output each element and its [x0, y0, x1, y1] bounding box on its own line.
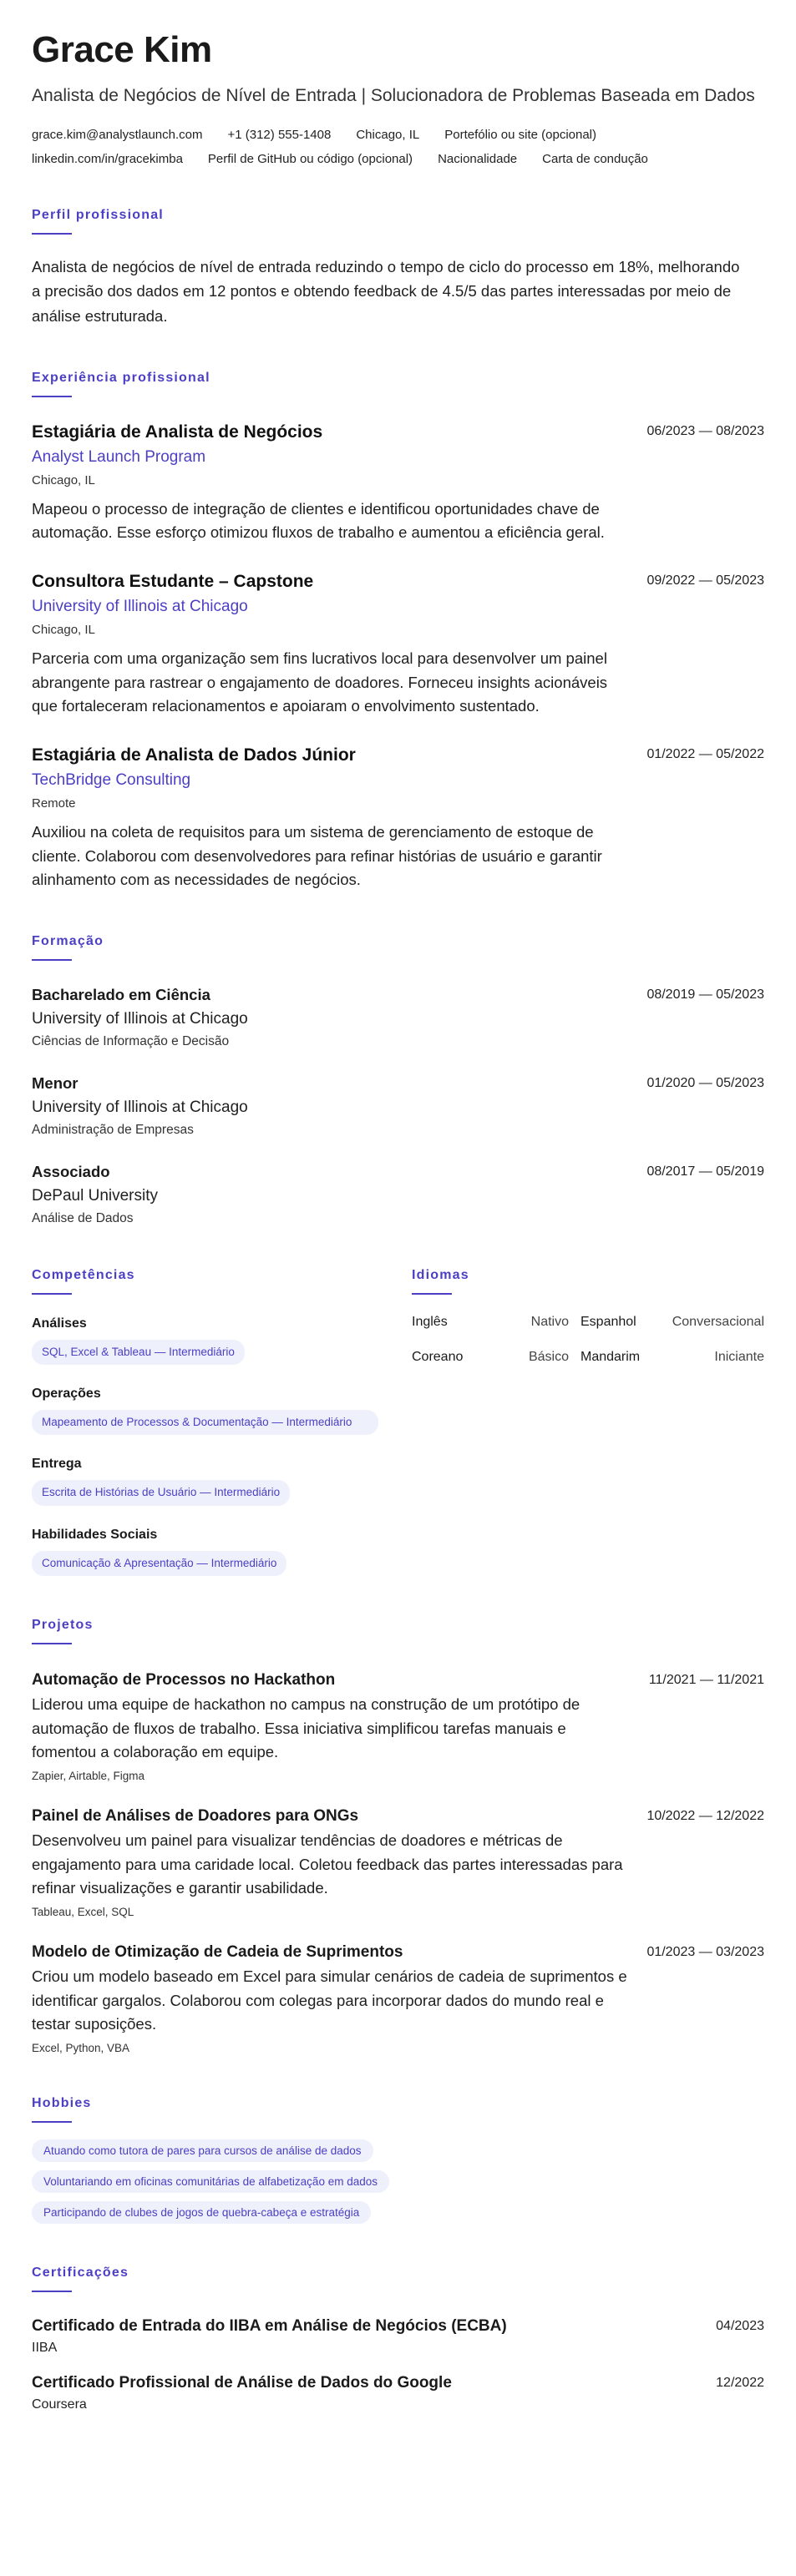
section-title: Competências [32, 1267, 135, 1282]
project-tech: Tableau, Excel, SQL [32, 1905, 134, 1918]
entry-location: Chicago, IL [32, 622, 95, 637]
section-title: Certificações [32, 2265, 129, 2280]
certification-issuer: IIBA [32, 2340, 58, 2355]
certification-issuer: Coursera [32, 2397, 87, 2412]
education-field: Análise de Dados [32, 1210, 134, 1225]
project-dates: 01/2023 — 03/2023 [646, 1944, 764, 1959]
education-dates: 01/2020 — 05/2023 [646, 1075, 764, 1090]
project-description: Desenvolveu um painel para visualizar tendências de doadores e métricas de engajamento para uma caridade local. Coletou feedback das partes interessadas para refinar visualizações e garantir usabilidade. [32, 1831, 623, 1897]
language-level: Iniciante [714, 1349, 764, 1364]
experience-entry [32, 745, 764, 892]
skill-group [32, 1316, 378, 1365]
project-name: Automação de Processos no Hackathon [32, 1670, 336, 1689]
certification-name: Certificado Profissional de Análise de Dados do Google [32, 2373, 452, 2392]
contact-location: Chicago, IL [356, 127, 420, 142]
certification-entry [32, 2374, 764, 2412]
section-divider [32, 959, 72, 961]
project-tech: Excel, Python, VBA [32, 2041, 130, 2054]
contact-linkedin[interactable]: linkedin.com/in/gracekimba [32, 151, 183, 166]
skills-section [32, 1268, 378, 1576]
project-description: Criou um modelo baseado em Excel para simular cenários de cadeia de suprimentos e identificar gargalos. Colaborou com colegas para incorporar dados do mundo real e testar suposições. [32, 1967, 627, 2033]
language-level: Básico [528, 1349, 569, 1364]
education-field: Administração de Empresas [32, 1122, 194, 1137]
candidate-name: Grace Kim [32, 29, 212, 70]
language-name: Coreano [412, 1349, 464, 1364]
entry-role: Estagiária de Analista de Negócios [32, 422, 323, 442]
resume-header [32, 30, 764, 166]
section-title: Idiomas [412, 1267, 469, 1282]
certifications-section [32, 2265, 764, 2412]
section-title: Formação [32, 933, 104, 948]
skill-chip: Comunicação & Apresentação — Intermediário [32, 1551, 286, 1576]
section-title: Projetos [32, 1617, 94, 1632]
project-name: Modelo de Otimização de Cadeia de Suprimentos [32, 1942, 403, 1961]
experience-section [32, 371, 764, 892]
project-dates: 10/2022 — 12/2022 [646, 1808, 764, 1823]
contact-email[interactable]: grace.kim@analystlaunch.com [32, 127, 203, 142]
project-entry [32, 1807, 764, 1918]
skill-group-name: Entrega [32, 1457, 82, 1472]
entry-dates: 09/2022 — 05/2023 [646, 573, 764, 588]
education-dates: 08/2017 — 05/2019 [646, 1164, 764, 1179]
project-entry [32, 1671, 764, 1782]
certification-date: 04/2023 [716, 2318, 764, 2333]
skill-chip: SQL, Excel & Tableau — Intermediário [32, 1340, 245, 1365]
section-divider [32, 2121, 72, 2123]
language-name: Espanhol [581, 1314, 636, 1329]
section-divider [32, 1293, 72, 1295]
project-name: Painel de Análises de Doadores para ONGs [32, 1806, 359, 1825]
project-description: Liderou uma equipe de hackathon no campus na construção de um protótipo de automação de fluxos de trabalho. Essa iniciativa simplificou tarefas manuais e fomentou a colaboração em equipe. [32, 1695, 581, 1761]
section-divider [32, 396, 72, 397]
language-level: Conversacional [672, 1314, 764, 1329]
education-entry [32, 1074, 764, 1138]
projects-section [32, 1618, 764, 2054]
education-degree: Bacharelado em Ciência [32, 985, 210, 1003]
language-name: Mandarim [581, 1349, 641, 1364]
contact-driving-license: Carta de condução [542, 151, 648, 166]
skill-group-name: Habilidades Sociais [32, 1527, 158, 1542]
languages-grid [412, 1315, 764, 1365]
section-divider [32, 1643, 72, 1644]
entry-location: Remote [32, 796, 76, 811]
project-tech: Zapier, Airtable, Figma [32, 1769, 145, 1782]
education-section [32, 934, 764, 1226]
skills-languages-row [32, 1268, 764, 1576]
profile-summary: Analista de negócios de nível de entrada reduzindo o tempo de ciclo do processo em 18%, melhorando a precisão dos dados em 12 pontos e obtendo feedback de 4.5/5 das partes interessadas por meio de análise estruturada. [32, 257, 740, 326]
entry-company: Analyst Launch Program [32, 447, 206, 466]
contact-nationality: Nacionalidade [438, 151, 518, 166]
hobby-chip: Voluntariando em oficinas comunitárias de alfabetização em dados [32, 2170, 389, 2193]
certification-date: 12/2022 [716, 2375, 764, 2390]
contact-list [32, 128, 764, 166]
skill-group [32, 1386, 378, 1435]
skill-group [32, 1528, 378, 1576]
education-school: University of Illinois at Chicago [32, 1009, 248, 1028]
skill-chip: Mapeamento de Processos & Documentação — Intermediário [32, 1410, 378, 1435]
section-divider [32, 233, 72, 235]
candidate-headline: Analista de Negócios de Nível de Entrada | Solucionadora de Problemas Baseada em Dados [32, 86, 755, 106]
project-entry [32, 1943, 764, 2054]
section-title: Perfil profissional [32, 207, 164, 222]
entry-company: TechBridge Consulting [32, 770, 191, 789]
certification-name: Certificado de Entrada do IIBA em Análise de Negócios (ECBA) [32, 2316, 507, 2335]
skill-group-name: Operações [32, 1386, 101, 1402]
hobby-chip: Atuando como tutora de pares para cursos de análise de dados [32, 2139, 373, 2162]
skill-group-name: Análises [32, 1316, 87, 1331]
education-school: University of Illinois at Chicago [32, 1098, 248, 1116]
hobbies-section [32, 2096, 764, 2224]
education-field: Ciências de Informação e Decisão [32, 1033, 230, 1048]
profile-section [32, 208, 764, 329]
entry-role: Estagiária de Analista de Dados Júnior [32, 745, 356, 765]
skill-group [32, 1457, 378, 1505]
education-degree: Menor [32, 1073, 79, 1092]
hobby-list [32, 2139, 764, 2224]
languages-section [412, 1268, 764, 1576]
entry-description: Parceria com uma organização sem fins lucrativos local para desenvolver um painel abrangente para rastrear o engajamento de doadores. Forneceu insights acionáveis que fortaleceram relacionamentos e apoiaram o envolvimento sustentado. [32, 649, 608, 715]
project-dates: 11/2021 — 11/2021 [648, 1672, 764, 1687]
certification-entry [32, 2317, 764, 2356]
education-entry [32, 986, 764, 1049]
hobby-chip: Participando de clubes de jogos de quebra-cabeça e estratégia [32, 2201, 371, 2224]
contact-phone[interactable]: +1 (312) 555-1408 [227, 127, 332, 142]
education-degree: Associado [32, 1162, 110, 1180]
language-name: Inglês [412, 1314, 448, 1329]
contact-github[interactable]: Perfil de GitHub ou código (opcional) [207, 151, 413, 166]
section-divider [412, 1293, 452, 1295]
entry-location: Chicago, IL [32, 472, 95, 487]
entry-company: University of Illinois at Chicago [32, 597, 248, 615]
entry-description: Auxiliou na coleta de requisitos para um sistema de gerenciamento de estoque de cliente. Colaborou com desenvolvedores para refinar histórias de usuário e garantir alinhamento com as necessidades de negócios. [32, 822, 602, 889]
education-entry [32, 1163, 764, 1226]
experience-entry [32, 422, 764, 545]
entry-dates: 01/2022 — 05/2022 [646, 746, 764, 761]
language-level: Nativo [530, 1314, 569, 1329]
education-dates: 08/2019 — 05/2023 [646, 987, 764, 1002]
skill-chip: Escrita de Histórias de Usuário — Intermediário [32, 1480, 290, 1505]
section-title: Hobbies [32, 2095, 92, 2110]
entry-description: Mapeou o processo de integração de clientes e identificou oportunidades chave de automação. Esse esforço otimizou fluxos de trabalho e aumentou a eficiência geral. [32, 499, 605, 542]
contact-portfolio[interactable]: Portefólio ou site (opcional) [444, 127, 596, 142]
entry-role: Consultora Estudante – Capstone [32, 571, 314, 591]
section-divider [32, 2291, 72, 2292]
entry-dates: 06/2023 — 08/2023 [646, 423, 764, 438]
experience-entry [32, 572, 764, 719]
education-school: DePaul University [32, 1186, 158, 1205]
section-title: Experiência profissional [32, 370, 210, 385]
